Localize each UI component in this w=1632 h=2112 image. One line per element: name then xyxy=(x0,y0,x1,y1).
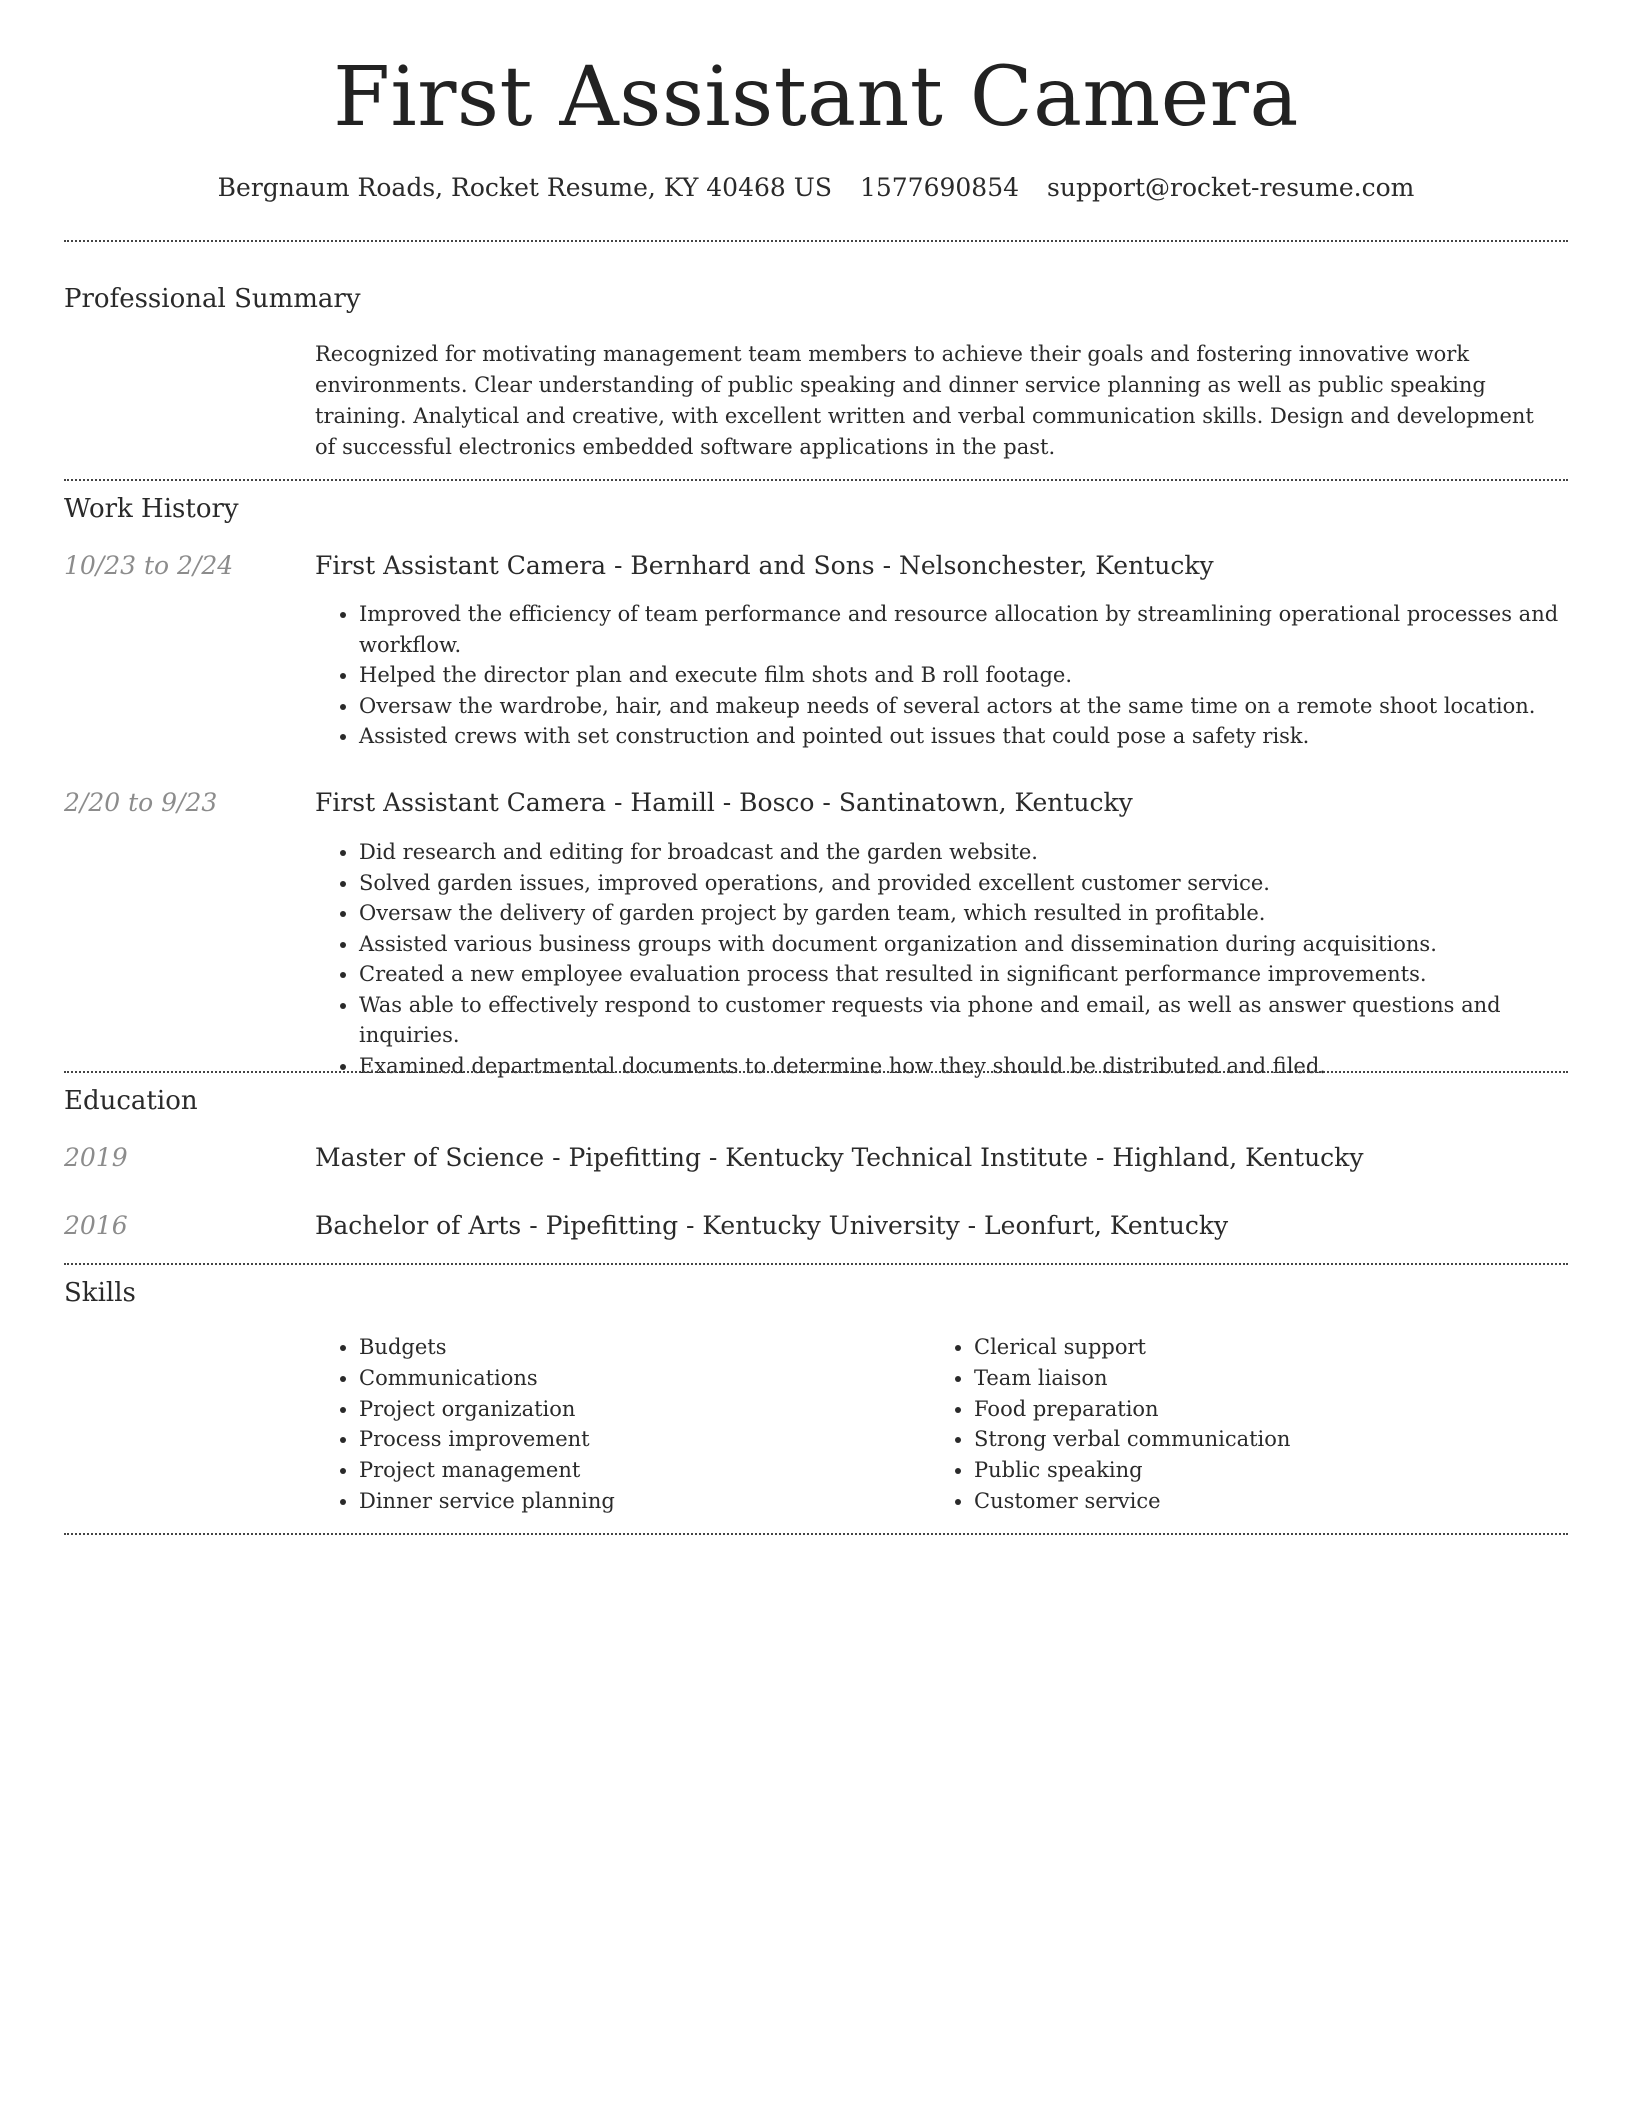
skill-item: • Public speaking xyxy=(974,1455,1490,1486)
skill-item: • Project management xyxy=(359,1455,875,1486)
work-history-title: Work History xyxy=(64,494,239,524)
skill-item: • Dinner service planning xyxy=(359,1486,875,1517)
list-item: • Created a new employee evaluation process that resulted in significant performance improvements. xyxy=(359,959,1568,990)
contact-email[interactable]: support@rocket-resume.com xyxy=(1047,173,1415,202)
job-heading: First Assistant Camera - Bernhard and Sons - Nelsonchester, Kentucky xyxy=(315,551,1214,580)
divider xyxy=(64,1071,1568,1073)
job-dates: 2/20 to 9/23 xyxy=(64,788,218,817)
list-item: • Oversaw the wardrobe, hair, and makeup needs of several actors at the same time on a remote shoot location. xyxy=(359,691,1568,722)
divider xyxy=(64,240,1568,242)
contact-line xyxy=(64,171,1568,205)
list-item: • Assisted crews with set construction and pointed out issues that could pose a safety risk. xyxy=(359,721,1568,752)
list-item: • Examined departmental documents to determine how they should be distributed and filed. xyxy=(359,1051,1568,1082)
education-year: 2019 xyxy=(64,1143,128,1172)
skills-list-left xyxy=(315,1332,875,1517)
skills-title: Skills xyxy=(64,1278,136,1308)
job-bullets xyxy=(315,837,1568,1081)
job-bullets xyxy=(315,599,1568,752)
list-item: • Oversaw the delivery of garden project by garden team, which resulted in profitable. xyxy=(359,898,1568,929)
divider xyxy=(64,479,1568,481)
skill-item: • Budgets xyxy=(359,1332,875,1363)
skill-item: • Project organization xyxy=(359,1394,875,1425)
education-title: Education xyxy=(64,1086,198,1116)
list-item: • Helped the director plan and execute film shots and B roll footage. xyxy=(359,660,1568,691)
list-item: • Did research and editing for broadcast and the garden website. xyxy=(359,837,1568,868)
education-year: 2016 xyxy=(64,1211,128,1240)
skill-item: • Communications xyxy=(359,1363,875,1394)
divider xyxy=(64,1263,1568,1265)
skill-item: • Clerical support xyxy=(974,1332,1490,1363)
education-heading: Master of Science - Pipefitting - Kentucky Technical Institute - Highland, Kentucky xyxy=(315,1143,1364,1172)
list-item: • Solved garden issues, improved operations, and provided excellent customer service. xyxy=(359,868,1568,899)
skill-item: • Food preparation xyxy=(974,1394,1490,1425)
candidate-name: First Assistant Camera xyxy=(333,50,1299,145)
skills-list-right xyxy=(930,1332,1490,1517)
summary-title: Professional Summary xyxy=(64,284,361,314)
summary-text: Recognized for motivating management team members to achieve their goals and fostering innovative work environments. Clear understanding of public speaking and dinner service planning as well as public speaking training. Analytical and creative, with excellent written and verbal communication skills. Design and development of successful electronics embedded software applications in the past. xyxy=(315,342,1534,459)
skill-item: • Team liaison xyxy=(974,1363,1490,1394)
contact-phone: 1577690854 xyxy=(859,173,1020,202)
divider xyxy=(64,1533,1568,1535)
list-item: • Assisted various business groups with document organization and dissemination during acquisitions. xyxy=(359,929,1568,960)
list-item: • Improved the efficiency of team performance and resource allocation by streamlining operational processes and workflow. xyxy=(359,599,1568,660)
contact-address: Bergnaum Roads, Rocket Resume, KY 40468 US xyxy=(217,173,832,202)
job-heading: First Assistant Camera - Hamill - Bosco - Santinatown, Kentucky xyxy=(315,788,1133,817)
job-dates: 10/23 to 2/24 xyxy=(64,551,234,580)
education-heading: Bachelor of Arts - Pipefitting - Kentucky University - Leonfurt, Kentucky xyxy=(315,1211,1229,1240)
skill-item: • Strong verbal communication xyxy=(974,1424,1490,1455)
list-item: • Was able to effectively respond to customer requests via phone and email, as well as answer questions and inquiries. xyxy=(359,990,1568,1051)
skill-item: • Customer service xyxy=(974,1486,1490,1517)
skill-item: • Process improvement xyxy=(359,1424,875,1455)
